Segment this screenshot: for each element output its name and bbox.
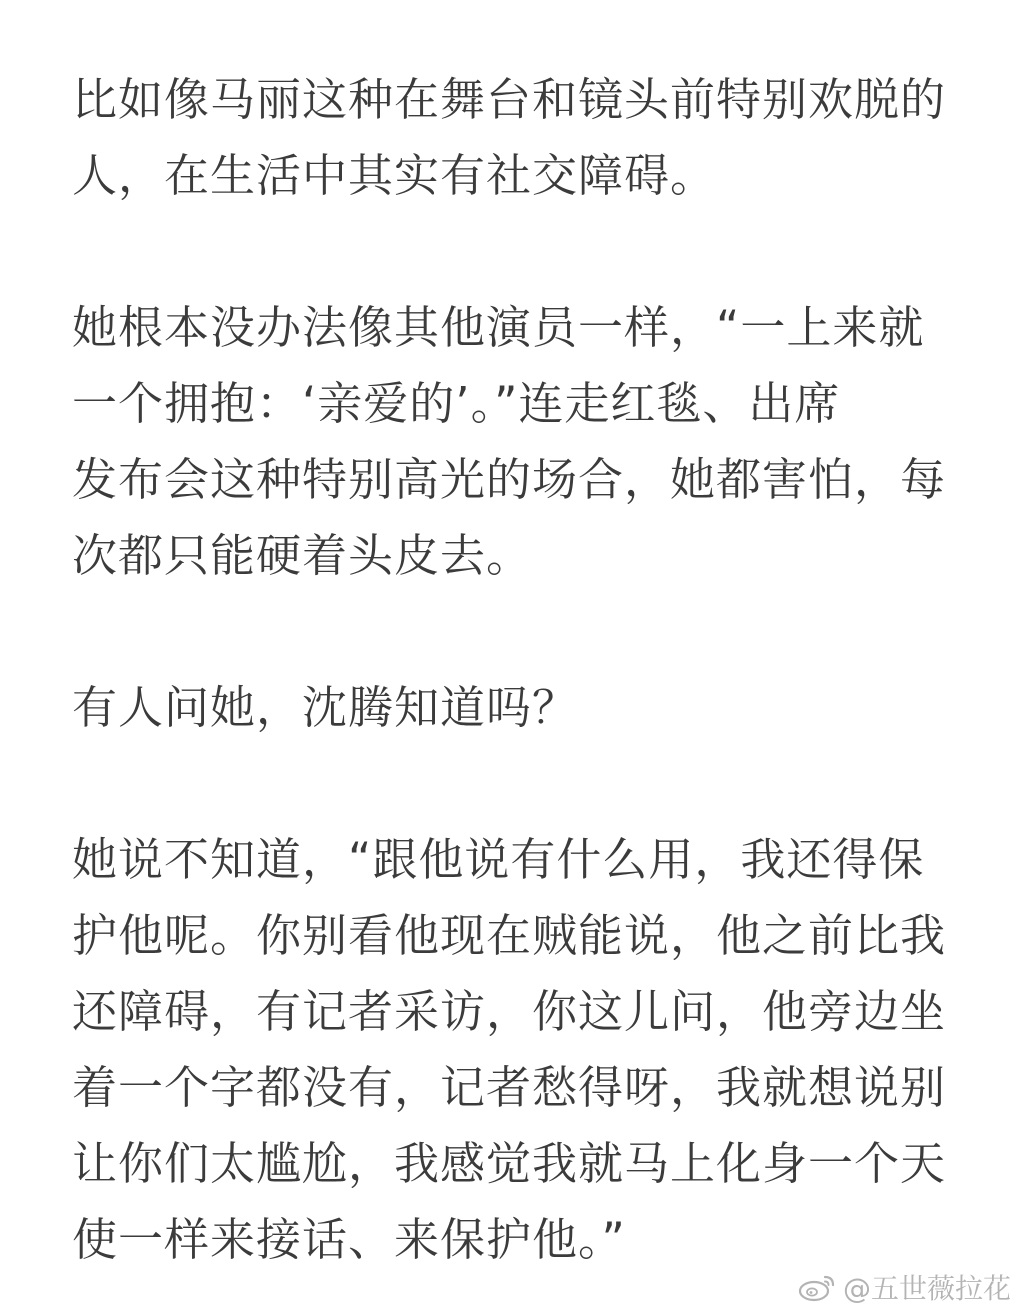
paragraph-gap (72, 594, 942, 670)
paragraph-gap (72, 746, 942, 822)
text-line: 发布会这种特别高光的场合，她都害怕，每 (72, 453, 947, 506)
watermark (797, 1267, 1011, 1307)
paragraph-2 (72, 290, 947, 594)
text-line: 她说不知道，“跟他说有什么用，我还得保 (72, 833, 925, 886)
paragraph-gap (72, 214, 942, 290)
paragraph-4 (72, 822, 947, 1278)
text-line: 比如像马丽这种在舞台和镜头前特别欢脱的 (72, 73, 947, 126)
text-line: 人，在生活中其实有社交障碍。 (72, 149, 717, 202)
article-body (72, 62, 947, 1278)
text-line: 让你们太尴尬，我感觉我就马上化身一个天 (72, 1137, 947, 1190)
paragraph-1 (72, 62, 947, 214)
paragraph-3 (72, 670, 942, 746)
text-line: 护他呢。你别看他现在贼能说，他之前比我 (72, 909, 947, 962)
text-line: 使一样来接话、来保护他。” (72, 1213, 626, 1266)
watermark-handle: @五世薇拉花 (842, 1272, 1011, 1305)
weibo-logo-icon (797, 1271, 837, 1303)
text-line: 有人问她，沈腾知道吗？ (72, 681, 579, 734)
text-line: 她根本没办法像其他演员一样，“一上来就 (72, 301, 925, 354)
text-line: 着一个字都没有，记者愁得呀，我就想说别 (72, 1061, 947, 1114)
text-line: 还障碍，有记者采访，你这儿问，他旁边坐 (72, 985, 947, 1038)
text-line: 次都只能硬着头皮去。 (72, 529, 533, 582)
text-line: 一个拥抱：‘亲爱的’。”连走红毯、出席 (72, 377, 841, 430)
